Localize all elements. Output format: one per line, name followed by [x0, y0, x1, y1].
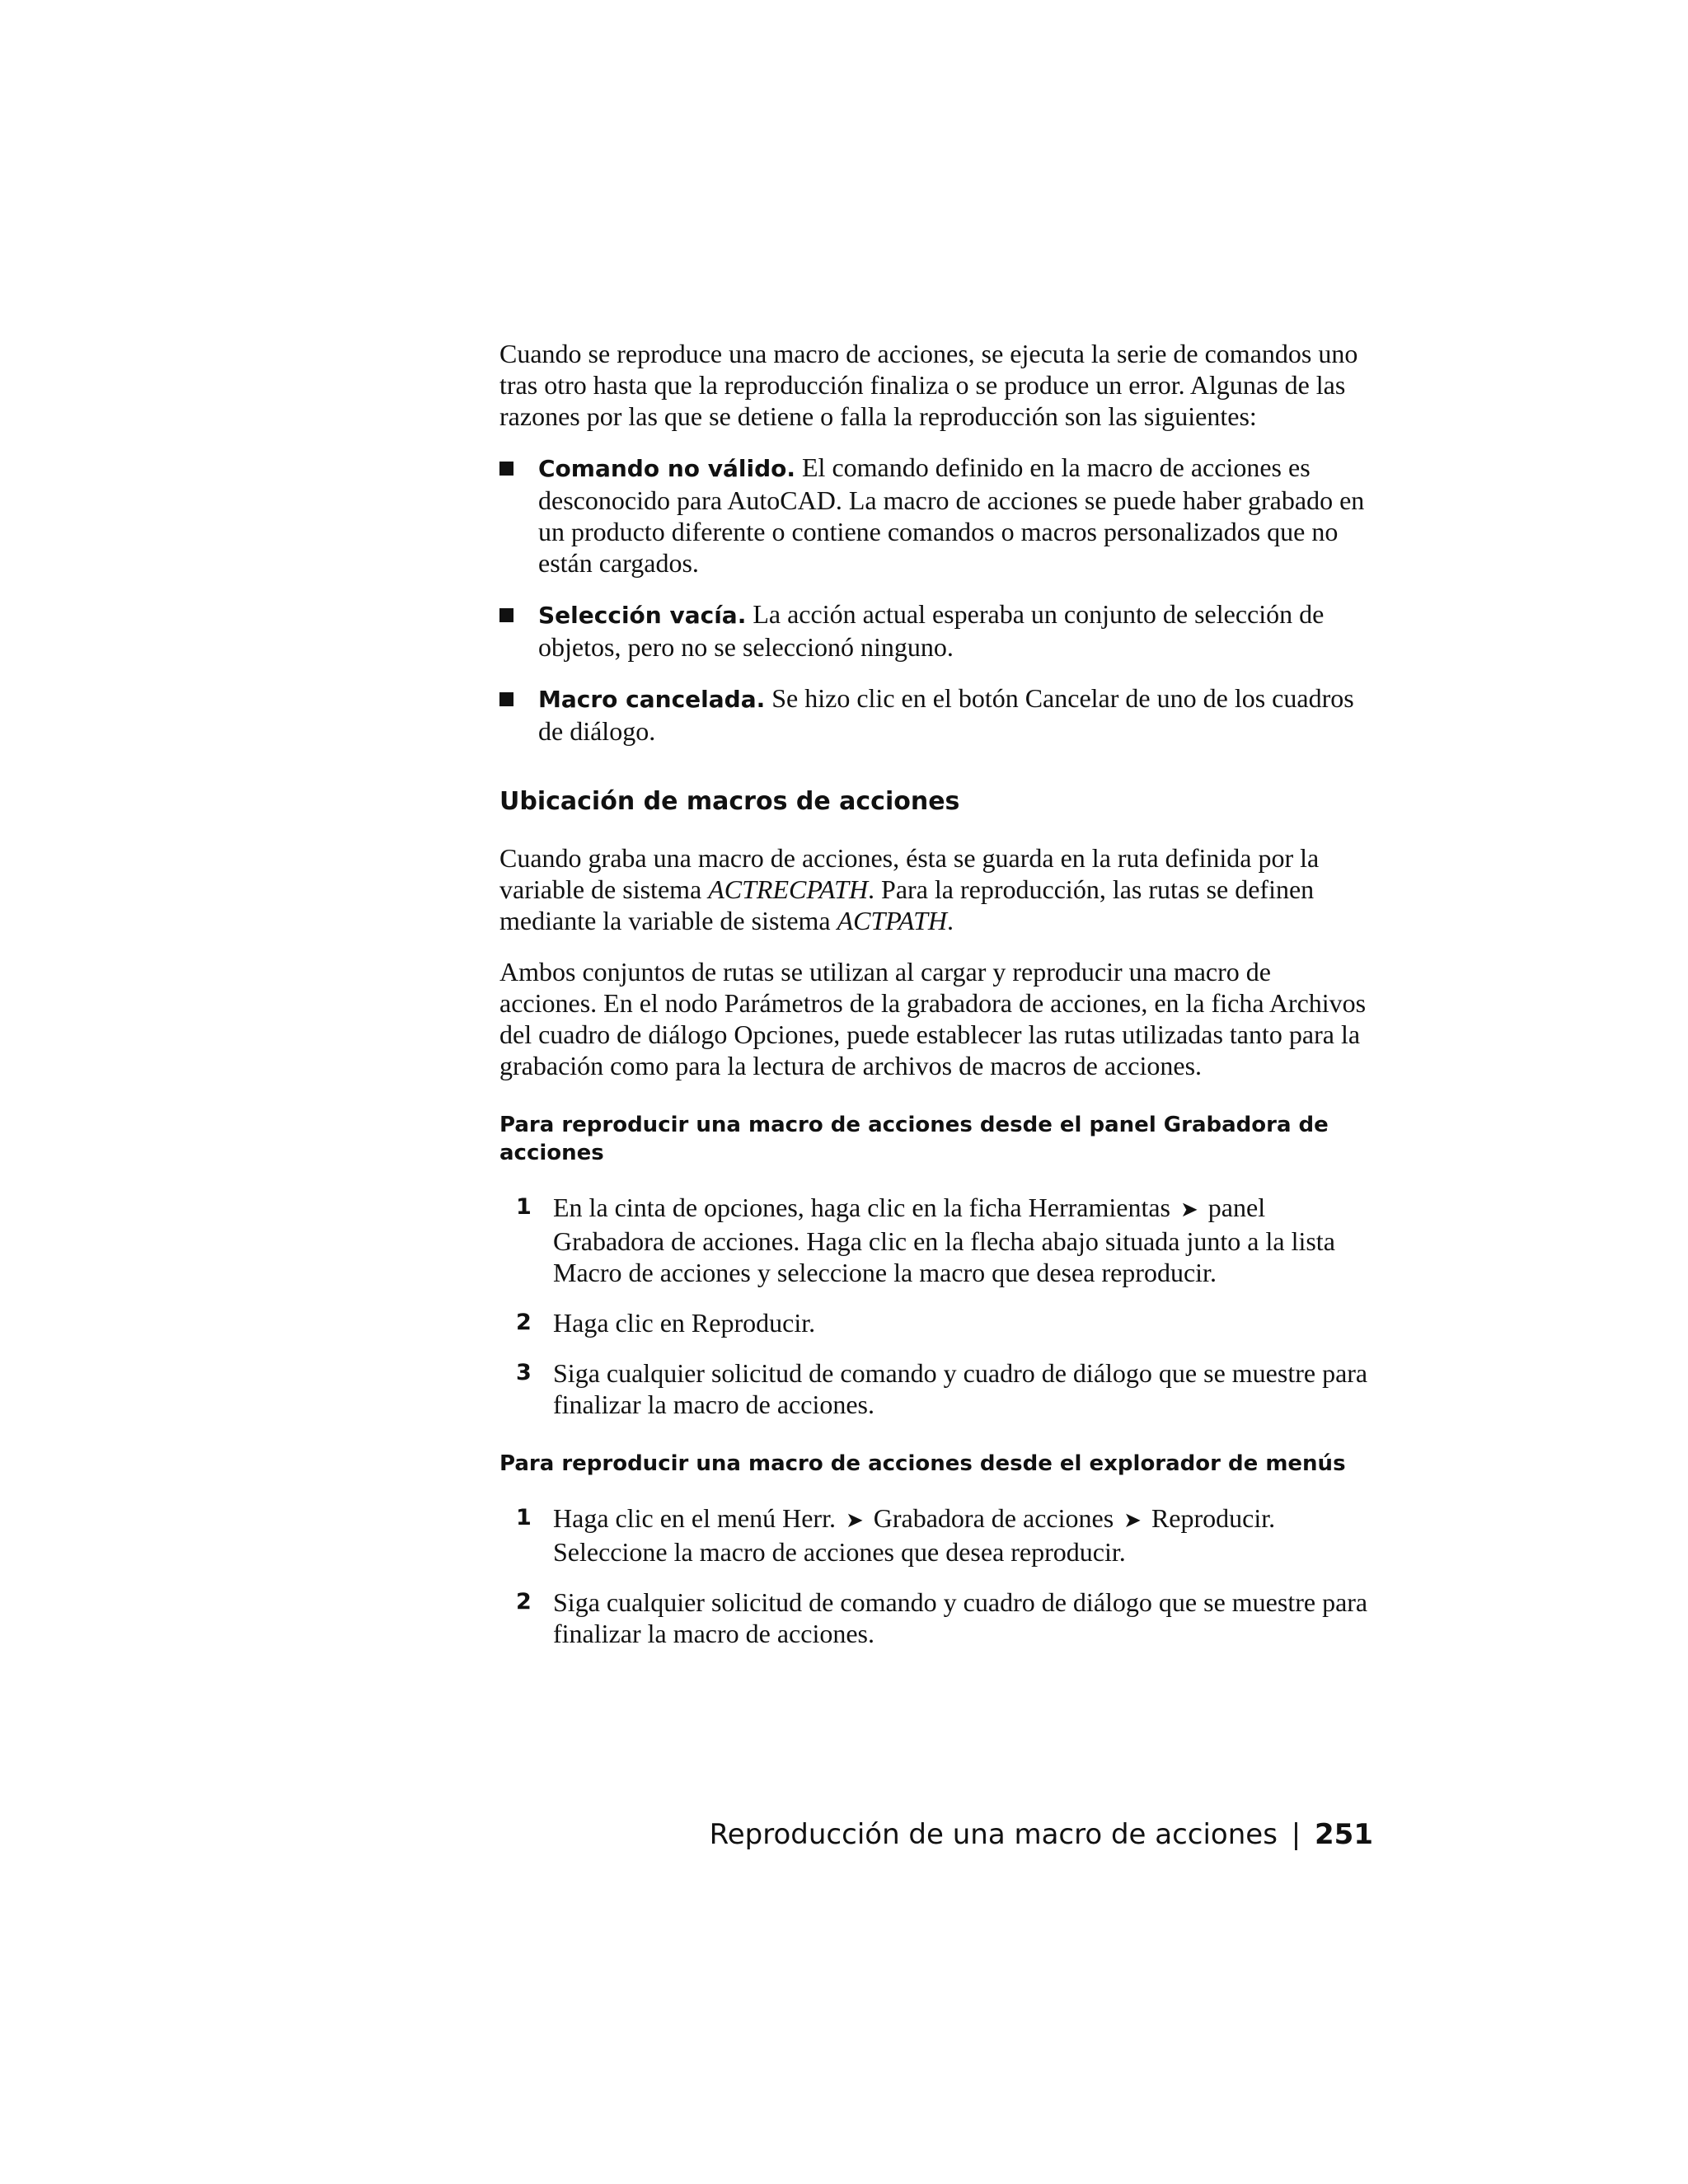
procedure-steps [499, 1192, 1373, 1420]
list-item-text: La acción actual esperaba un conjunto de selección de objetos, pero no se seleccionó ninguno. [538, 599, 1325, 662]
step-number: 2 [516, 1310, 532, 1335]
step-item [499, 1307, 1373, 1338]
procedure-heading: Para reproducir una macro de acciones desde el panel Grabadora de acciones [499, 1113, 1329, 1165]
text-run: . [946, 906, 954, 935]
step-text: panel Grabadora de acciones. Haga clic en la flecha abajo situada junto a la lista Macro de acciones y seleccione la macro que desea reproducir. [553, 1193, 1335, 1287]
step-item [499, 1357, 1373, 1420]
procedure-steps [499, 1502, 1373, 1649]
list-item-lead: Macro cancelada. [538, 686, 766, 713]
procedure-heading: Para reproducir una macro de acciones desde el explorador de menús [499, 1451, 1346, 1476]
step-item [499, 1192, 1373, 1288]
step-text: Haga clic en Reproducir. [553, 1308, 816, 1338]
step-text: Grabadora de acciones [873, 1503, 1114, 1533]
step-number: 1 [516, 1505, 532, 1530]
list-item-text: Se hizo clic en el botón Cancelar de uno de los cuadros de diálogo. [538, 683, 1354, 746]
text-run: Cuando graba una macro de acciones, ésta se guarda en la ruta definida por la variable de sistema [499, 843, 1320, 904]
intro-paragraph: Cuando se reproduce una macro de acciones, se ejecuta la serie de comandos uno tras otro hasta que la reproducción finaliza o se produce un error. Algunas de las razones por las que se detiene o falla la reproducción son las siguientes: [499, 339, 1358, 431]
list-item [499, 452, 1373, 579]
reasons-list [499, 452, 1373, 747]
step-text: Haga clic en el menú Herr. [553, 1503, 836, 1533]
footer-separator: | [1291, 1818, 1301, 1851]
step-text: Siga cualquier solicitud de comando y cuadro de diálogo que se muestre para finalizar la macro de acciones. [553, 1358, 1368, 1419]
step-text: En la cinta de opciones, haga clic en la ficha Herramientas [553, 1193, 1170, 1222]
list-item-lead: Selección vacía. [538, 602, 747, 629]
step-number: 1 [516, 1194, 532, 1220]
arrow-right-icon: ➤ [1179, 1197, 1198, 1222]
step-number: 3 [516, 1360, 532, 1385]
step-item [499, 1586, 1373, 1649]
paragraph-options: Ambos conjuntos de rutas se utilizan al cargar y reproducir una macro de acciones. En el nodo Parámetros de la grabadora de acciones, en la ficha Archivos del cuadro de diálogo Opciones, puede establecer las rutas utilizadas tanto para la grabación como para la lectura de archivos de macros de acciones. [499, 957, 1367, 1080]
footer-title: Reproducción de una macro de acciones [709, 1818, 1278, 1851]
list-item-lead: Comando no válido. [538, 455, 795, 482]
step-text: Siga cualquier solicitud de comando y cuadro de diálogo que se muestre para finalizar la macro de acciones. [553, 1587, 1368, 1648]
system-variable: ACTRECPATH [708, 874, 869, 904]
page-body [499, 338, 1373, 1668]
paragraph-paths [499, 842, 1373, 936]
system-variable: ACTPATH [837, 906, 947, 935]
arrow-right-icon: ➤ [845, 1508, 864, 1533]
text-run: . Para la reproducción, las rutas se definen mediante la variable de sistema [499, 874, 1315, 935]
list-item [499, 598, 1373, 663]
list-item [499, 682, 1373, 747]
bullet-square-icon [499, 462, 513, 476]
page-footer [710, 1816, 1373, 1853]
step-number: 2 [516, 1589, 532, 1615]
bullet-square-icon [499, 692, 513, 706]
bullet-square-icon [499, 608, 513, 622]
arrow-right-icon: ➤ [1123, 1508, 1142, 1533]
step-item [499, 1502, 1373, 1568]
list-item-text: El comando definido en la macro de acciones es desconocido para AutoCAD. La macro de acciones se puede haber grabado en un producto diferente o contiene comandos o macros personalizados que no están cargados. [538, 452, 1365, 578]
section-heading: Ubicación de macros de acciones [499, 787, 960, 816]
step-text: Reproducir. Seleccione la macro de acciones que desea reproducir. [553, 1503, 1276, 1567]
page-number: 251 [1315, 1818, 1373, 1851]
